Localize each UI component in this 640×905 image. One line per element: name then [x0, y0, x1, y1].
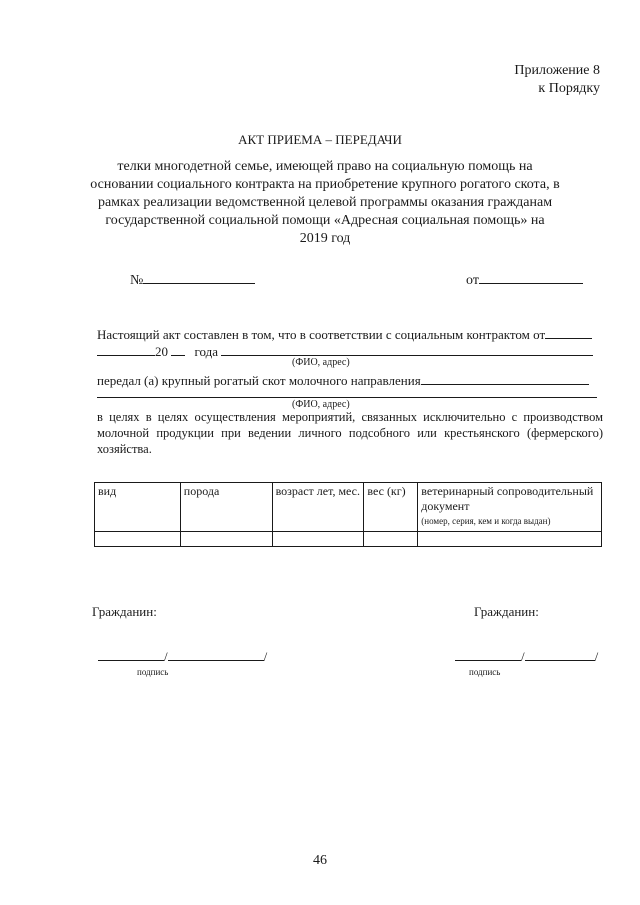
signature-left-label: Гражданин: [92, 604, 157, 619]
act-number-field [130, 271, 255, 289]
date-blank [479, 271, 583, 284]
number-label: № [130, 273, 144, 288]
appendix-line-1: Приложение 8 [514, 63, 600, 78]
purpose-paragraph: в целях в целях осуществления мероприятий, связанных исключительно с производством молочной продукции при ведении личного подсобного или крестьянского (фермерского) хозяйства. [97, 410, 603, 456]
contract-line [97, 326, 592, 343]
contract-text: Настоящий акт составлен в том, что в соответствии с социальным контрактом от [97, 327, 546, 342]
appendix-line-2: к Порядку [538, 81, 600, 96]
col-type-header: вид [95, 483, 181, 532]
transfer-line [97, 372, 589, 389]
fio-hint-2: (ФИО, адрес) [292, 399, 350, 410]
signature-left-line [98, 648, 267, 665]
table-header-row [95, 483, 602, 532]
signature-left-blank [98, 648, 164, 661]
recipient-blank [221, 343, 593, 356]
page-number: 46 [313, 853, 327, 868]
fio-hint-1: (ФИО, адрес) [292, 357, 350, 368]
col-vet-note: (номер, серия, кем и когда выдан) [421, 516, 551, 526]
document-title: АКТ ПРИЕМА – ПЕРЕДАЧИ [238, 132, 402, 147]
col-weight-header: вес (кг) [364, 483, 418, 532]
table-cell-age [272, 532, 364, 547]
giver-blank [421, 372, 589, 385]
document-intro: телки многодетной семье, имеющей право на социальную помощь на основании социального контракта на приобретение крупного рогатого скота, в рамках реализации ведомственной целевой программы оказания гражданам государственной социальной помощи «Адресная социальная помощь» на 2019 год [90, 159, 560, 246]
col-breed-header: порода [180, 483, 272, 532]
signature-right-label: Гражданин: [474, 604, 539, 619]
day-month-blank [97, 343, 155, 356]
year-blank [171, 343, 185, 356]
signature-left-slash-end: / [263, 649, 268, 664]
col-vet-header [418, 483, 602, 532]
year-text: года [194, 344, 219, 359]
signature-right-name-blank [525, 648, 595, 661]
signature-left-name-blank [168, 648, 264, 661]
year-prefix: 20 [155, 344, 168, 359]
appendix-reference [514, 62, 600, 98]
signature-right-blank [455, 648, 521, 661]
table-row [95, 532, 602, 547]
act-date-field [466, 271, 583, 289]
number-blank [143, 271, 255, 284]
date-label: от [466, 273, 479, 288]
table-cell-type [95, 532, 181, 547]
contract-date-blank [545, 326, 592, 339]
giver-blank-2 [97, 393, 597, 398]
signature-right-line [455, 648, 598, 665]
signature-left-slash: / [164, 649, 168, 664]
col-vet-title: ветеринарный сопроводительный документ [421, 484, 594, 513]
table-cell-weight [364, 532, 418, 547]
col-age-header: возраст лет, мес. [272, 483, 364, 532]
table-cell-breed [180, 532, 272, 547]
signature-left-caption: подпись [137, 667, 169, 677]
signature-right-slash: / [521, 649, 525, 664]
table-cell-vet [418, 532, 602, 547]
transfer-text: передал (а) крупный рогатый скот молочного направления [97, 373, 421, 388]
signature-right-slash-end: / [594, 649, 599, 664]
signature-right-caption: подпись [469, 667, 501, 677]
cattle-table [94, 482, 602, 547]
